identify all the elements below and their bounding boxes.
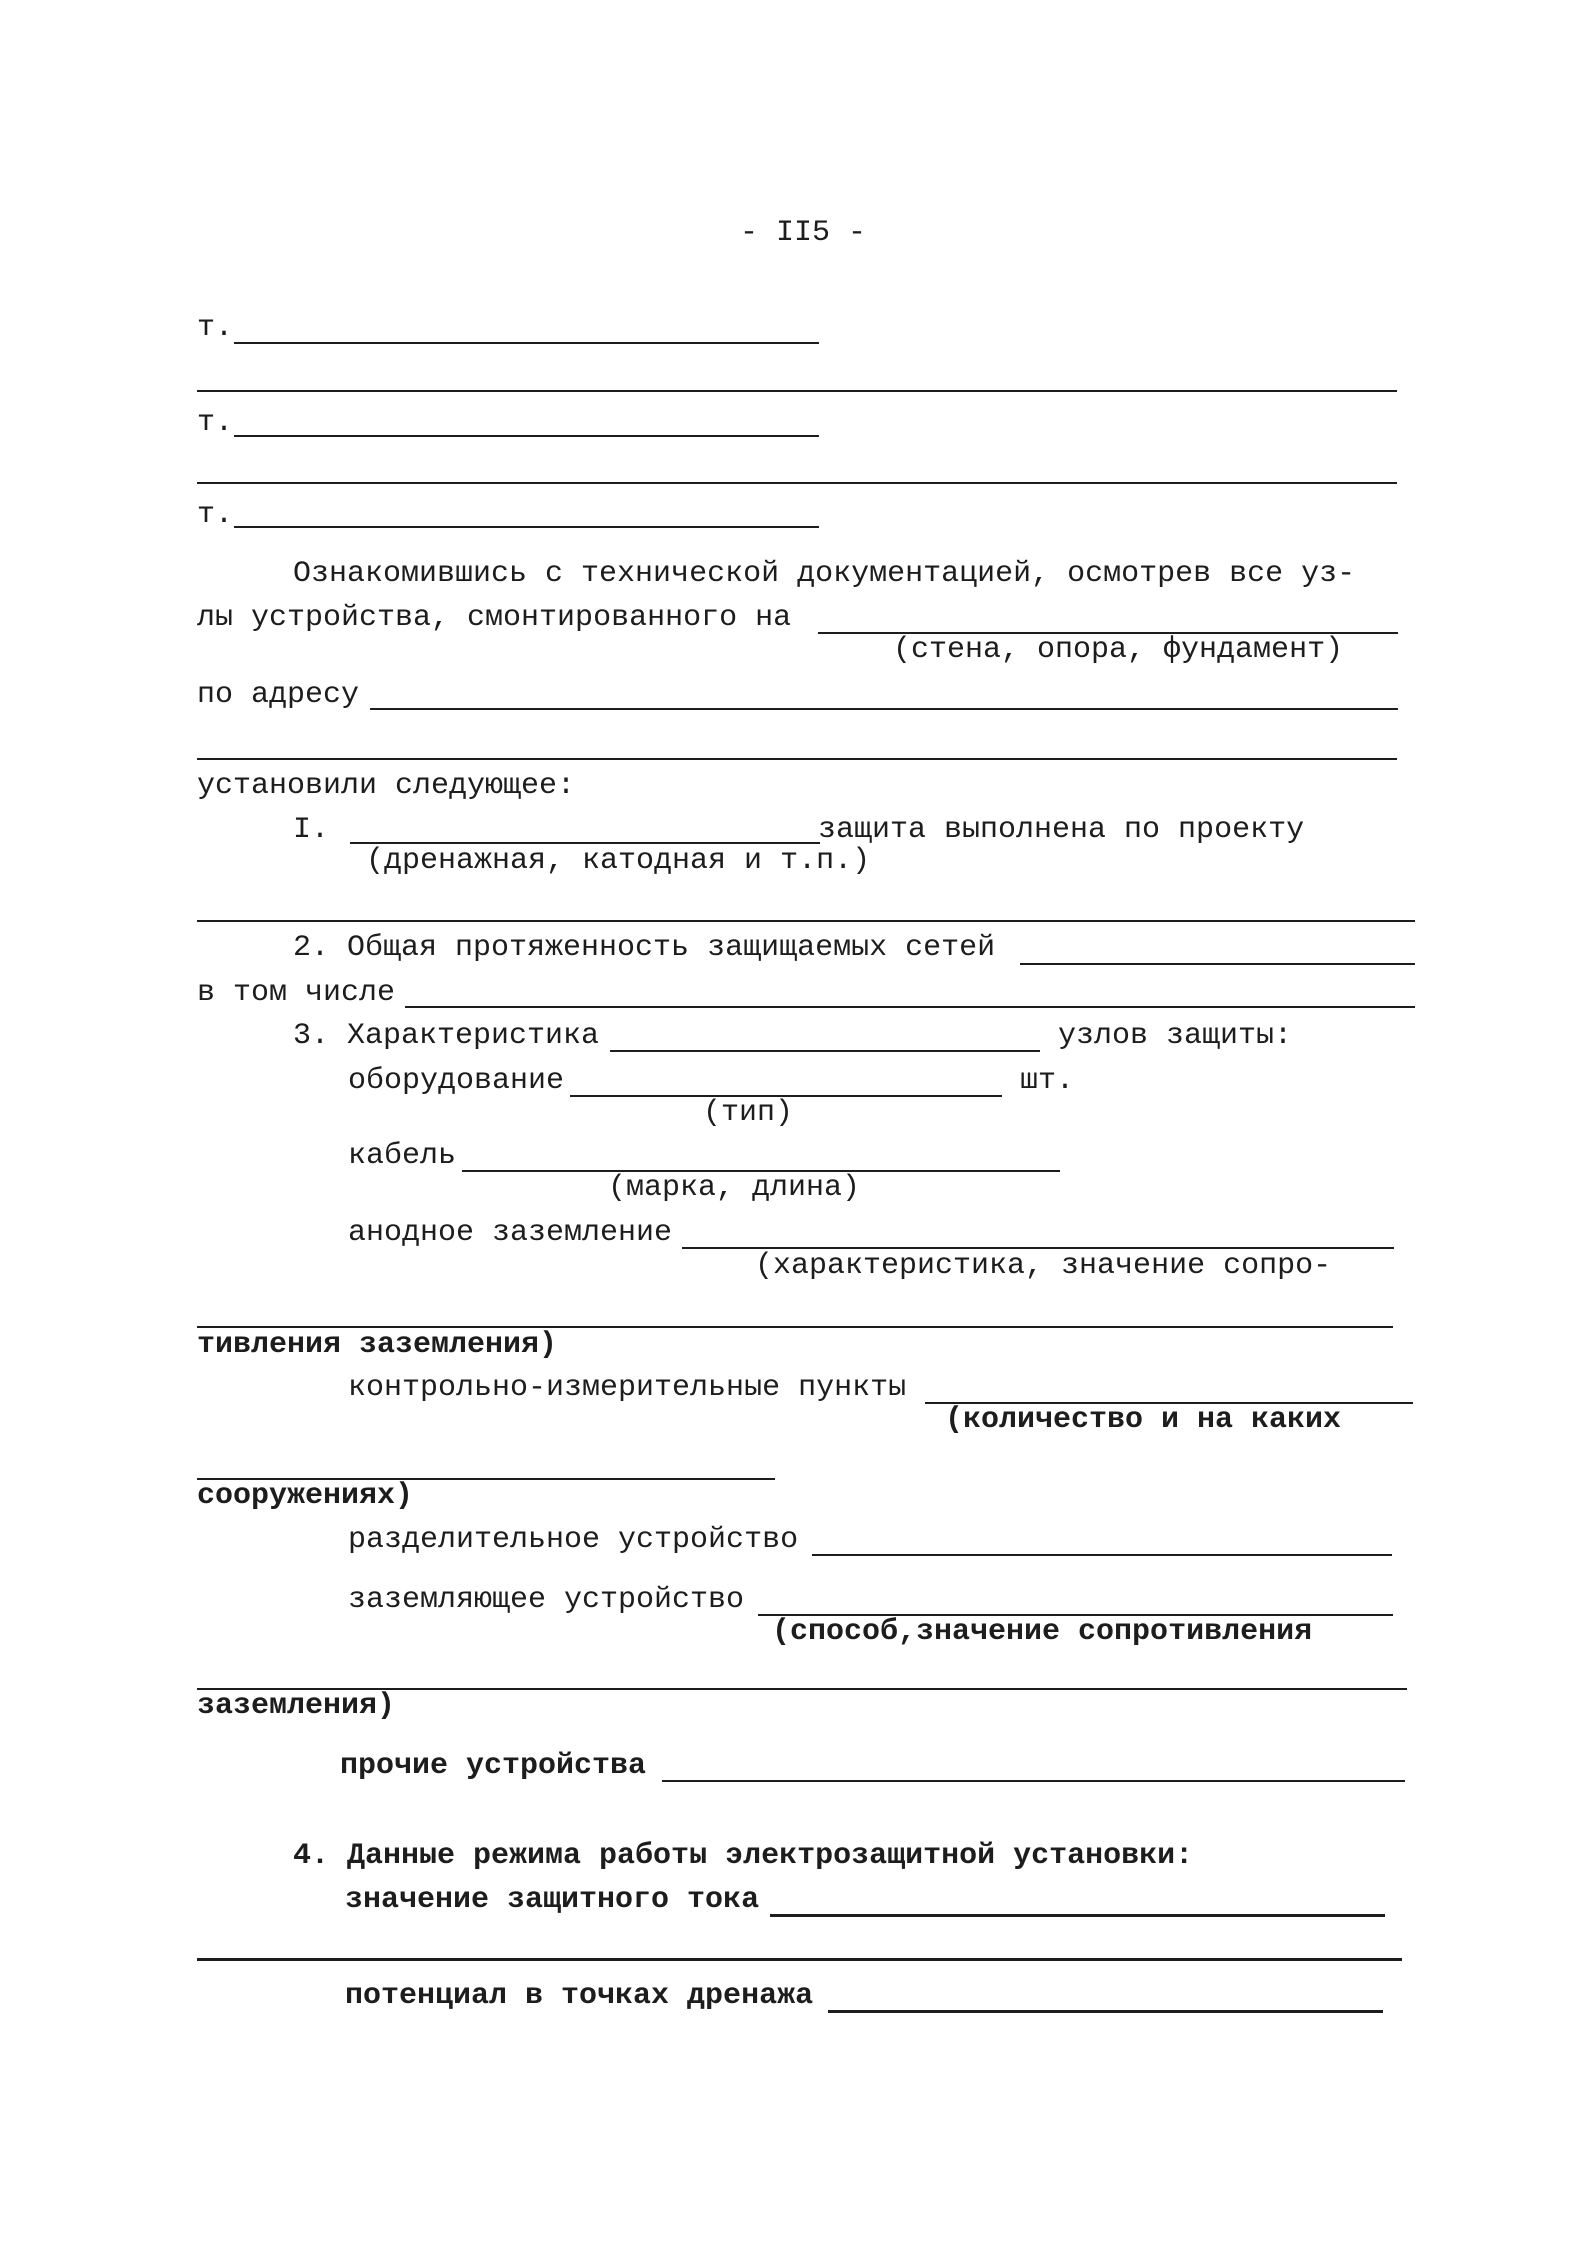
grounding-label: заземляющее устройство	[348, 1583, 745, 1617]
potential-label: потенциал в точках дренажа	[345, 1979, 814, 2013]
t-label-2: т.	[197, 406, 234, 440]
pcs-label: шт.	[1020, 1064, 1075, 1098]
intro-line-1: Ознакомившись с технической документацией, осмотрев все уз-	[293, 557, 1356, 591]
fill-line-separator	[812, 1554, 1392, 1556]
hint-cp-1: (количество и на каких	[945, 1403, 1342, 1437]
cable-label: кабель	[348, 1139, 457, 1173]
nodes-label: узлов защиты:	[1058, 1019, 1293, 1053]
current-label: значение защитного тока	[345, 1883, 760, 1917]
fill-line-potential	[828, 2010, 1383, 2013]
established-label: установили следующее:	[197, 769, 576, 803]
equipment-label: оборудование	[348, 1064, 565, 1098]
t-label-1: т.	[197, 311, 234, 345]
hint-anode-2: тивления заземления)	[197, 1328, 558, 1362]
fill-line-full-2	[197, 482, 1397, 484]
item1-number: I.	[293, 813, 330, 847]
item4-label: 4. Данные режима работы электрозащитной установки:	[293, 1839, 1194, 1873]
item1-text: защита выполнена по проекту	[818, 813, 1305, 847]
hint-mount: (стена, опора, фундамент)	[893, 633, 1344, 667]
fill-line-characteristic	[610, 1050, 1040, 1052]
fill-line-current	[770, 1914, 1385, 1917]
fill-line-address-2	[197, 758, 1397, 760]
fill-line-full-1	[197, 390, 1397, 392]
fill-line-address	[370, 708, 1398, 710]
hint-grounding-2: заземления)	[197, 1689, 396, 1723]
fill-line-incl	[405, 1006, 1415, 1008]
fill-line-length	[1020, 963, 1415, 965]
hint-cable: (марка, длина)	[608, 1171, 861, 1205]
hint-grounding-1: (способ,значение сопротивления	[772, 1615, 1313, 1649]
anode-label: анодное заземление	[348, 1216, 673, 1250]
fill-line-other	[662, 1780, 1405, 1782]
hint-anode-1: (характеристика, значение сопро-	[755, 1249, 1332, 1283]
t-label-3: т.	[197, 498, 234, 532]
hint-type: (тип)	[703, 1096, 794, 1130]
fill-line-t1	[234, 342, 819, 344]
other-label: прочие устройства	[340, 1749, 647, 1783]
incl-label: в том числе	[197, 976, 396, 1010]
fill-line-current-2	[197, 1958, 1402, 1961]
separator-label: разделительное устройство	[348, 1523, 799, 1557]
address-label: по адресу	[197, 678, 360, 712]
control-points-label: контрольно-измерительные пункты	[348, 1371, 907, 1405]
fill-line-t3	[234, 526, 819, 528]
intro-line-2: лы устройства, смонтированного на	[197, 601, 792, 635]
hint-protection: (дренажная, катодная и т.п.)	[366, 844, 871, 878]
item3-label: 3. Характеристика	[293, 1019, 600, 1053]
hint-cp-2: сооружениях)	[197, 1479, 414, 1513]
page-number: - II5 -	[740, 216, 867, 250]
fill-line-item1-2	[197, 920, 1415, 922]
fill-line-t2	[234, 435, 819, 437]
item2-label: 2. Общая протяженность защищаемых сетей	[293, 931, 996, 965]
